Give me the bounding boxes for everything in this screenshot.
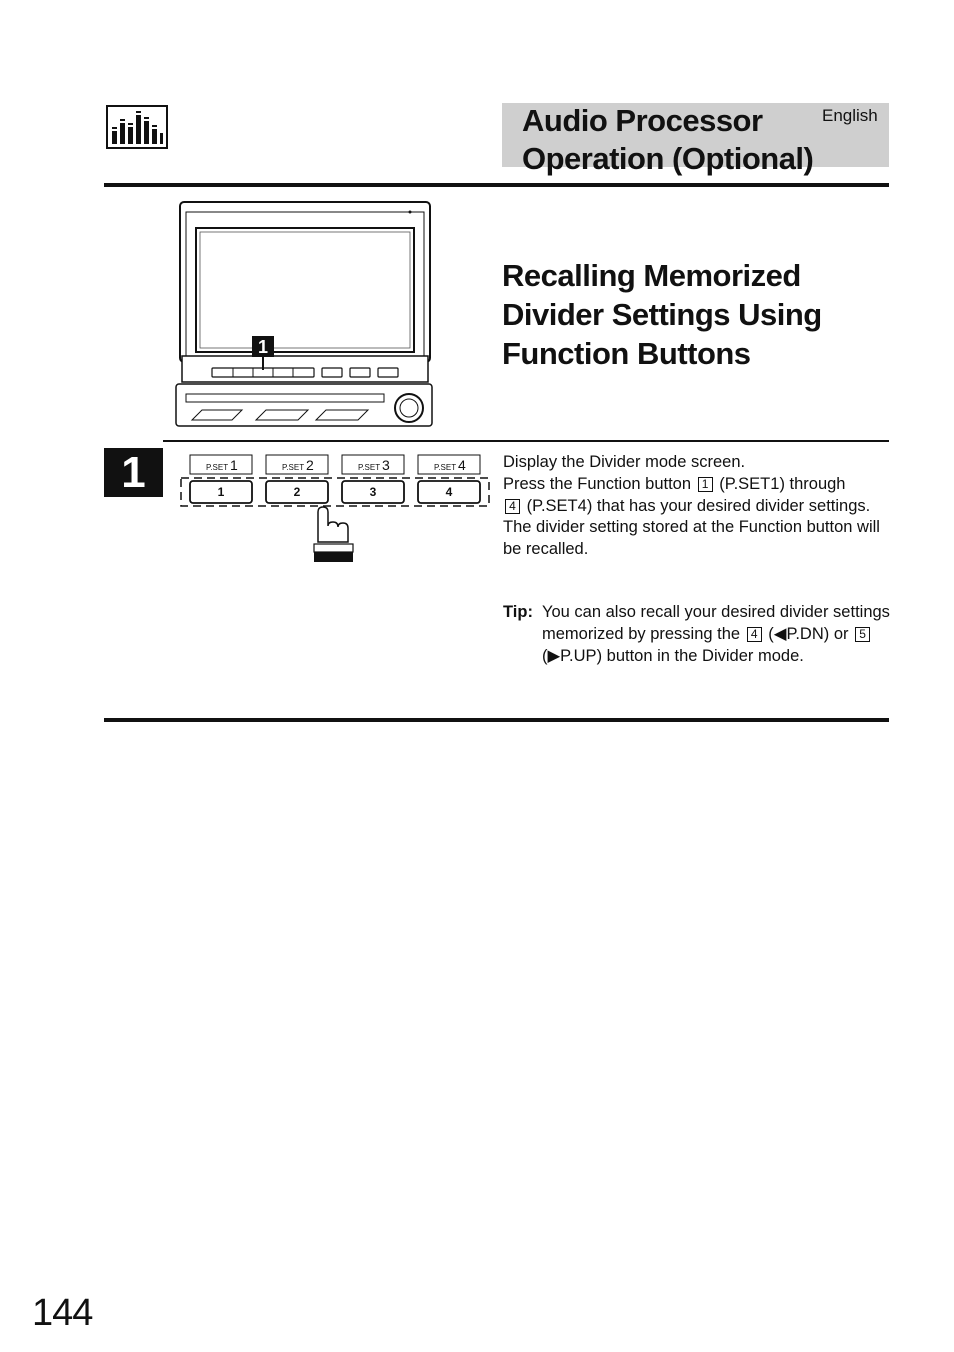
page-title — [522, 102, 813, 178]
instruction-line-2 — [503, 474, 893, 496]
tip-block — [503, 602, 893, 667]
function-key-4: 4 — [445, 485, 453, 499]
preset-num-2: 2 — [306, 457, 314, 473]
key-box: 1 — [698, 477, 713, 492]
preset-label-2: P.SET — [282, 463, 305, 472]
function-key-2: 2 — [293, 485, 301, 499]
key-box: 5 — [855, 627, 870, 642]
section-title-line2: Divider Settings Using — [502, 297, 822, 332]
section-title-line1: Recalling Memorized — [502, 258, 801, 293]
instruction-text: Press the Function button — [503, 474, 692, 493]
preset-label-4: P.SET — [434, 463, 457, 472]
pressing-finger-icon — [314, 507, 353, 562]
head-unit-illustration — [172, 198, 438, 430]
step-instructions — [503, 452, 893, 561]
function-buttons-illustration — [178, 452, 492, 566]
tip-text-part: (◀P.DN) or — [768, 624, 849, 643]
page-title-line2: Operation (Optional) — [522, 141, 814, 176]
callout-label: 1 — [257, 337, 269, 357]
page-title-line1: Audio Processor — [522, 103, 763, 138]
instruction-text: (P.SET4) that has your desired divider settings. — [526, 496, 871, 515]
tip-text — [542, 602, 893, 667]
preset-label-3: P.SET — [358, 463, 381, 472]
preset-num-4: 4 — [458, 457, 466, 473]
key-box: 4 — [505, 499, 520, 514]
step-number-badge: 1 — [104, 448, 163, 497]
section-title-line3: Function Buttons — [502, 336, 751, 371]
section-title — [502, 256, 882, 373]
top-divider — [104, 183, 889, 187]
tip-text-part: (▶P.UP) button in the Divider mode. — [542, 646, 804, 665]
bottom-divider — [104, 718, 889, 722]
preset-label-1: P.SET — [206, 463, 229, 472]
page-number: 144 — [32, 1292, 93, 1334]
function-key-3: 3 — [369, 485, 377, 499]
preset-num-1: 1 — [230, 457, 238, 473]
preset-num-3: 3 — [382, 457, 390, 473]
tip-label: Tip: — [503, 603, 533, 621]
instruction-line-3 — [503, 496, 893, 518]
step-divider — [163, 440, 889, 442]
key-box: 4 — [747, 627, 762, 642]
function-key-1: 1 — [217, 485, 225, 499]
instruction-text: (P.SET1) through — [719, 474, 846, 493]
instruction-line-4: The divider setting stored at the Function button will be recalled. — [503, 518, 880, 559]
equalizer-icon — [106, 105, 168, 149]
language-label: English — [822, 106, 878, 125]
tip-text-part: You can also recall your desired divider settings memorized by pressing the — [542, 603, 890, 643]
instruction-line-1: Display the Divider mode screen. — [503, 453, 746, 471]
